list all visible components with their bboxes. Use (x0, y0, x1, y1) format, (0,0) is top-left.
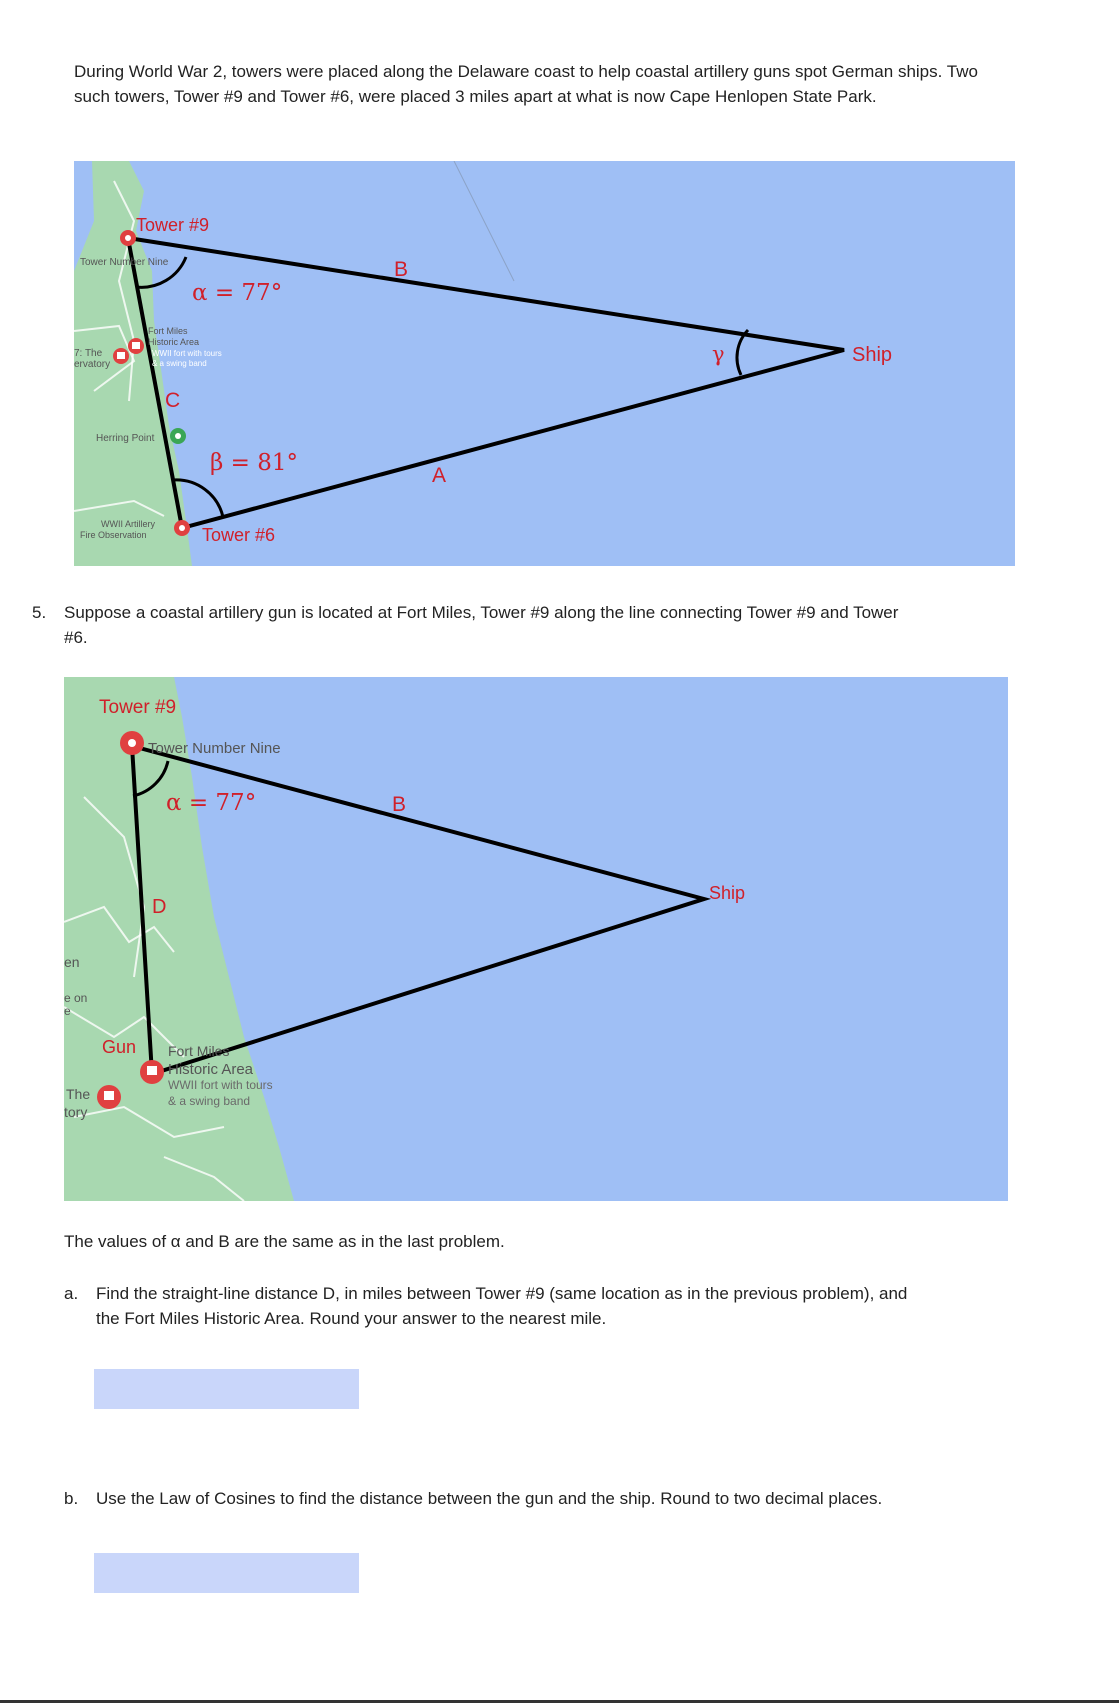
alpha-label: α = 77° (192, 280, 283, 306)
poi-herring-point: Herring Point (96, 433, 155, 444)
problem-5-line-1: Suppose a coastal artillery gun is located at Fort Miles, Tower #9 along the line connecting Tower #9 and Tower (64, 603, 899, 622)
poi-fort-miles-1: Fort Miles (148, 326, 188, 336)
map-edge-text-tory: tory (64, 1104, 88, 1120)
poi-fort-miles-3: WWII fort with tours (152, 349, 222, 358)
map-edge-text-the: The (66, 1086, 91, 1102)
alpha-label-2: α = 77° (166, 790, 257, 816)
problem-5-line-2: #6. (64, 628, 88, 647)
part-b-line-1: Use the Law of Cosines to find the distance between the gun and the ship. Round to two decimal places. (96, 1489, 883, 1508)
gun-label: Gun (102, 1037, 137, 1057)
poi-fort-miles-4: & a swing band (152, 359, 207, 368)
tower6-label: Tower #6 (202, 525, 276, 545)
part-a-line-1: Find the straight-line distance D, in miles between Tower #9 (same location as in the previous problem), and (96, 1284, 908, 1303)
part-a-line-2: the Fort Miles Historic Area. Round your answer to the nearest mile. (96, 1309, 607, 1328)
tower6-pin-icon (174, 520, 190, 536)
map-edge-text-en: en (64, 954, 80, 970)
part-b-letter: b. (64, 1489, 79, 1508)
triangle-map-1 (74, 161, 1015, 566)
poi-fort-miles-2-2: Historic Area (168, 1061, 254, 1078)
herring-point-pin-icon (170, 428, 186, 444)
problem-5-number: 5. (32, 603, 47, 622)
answer-field-a[interactable] (94, 1369, 359, 1409)
triangle-map-2 (64, 677, 1008, 1201)
intro-line-1: During World War 2, towers were placed along the Delaware coast to help coastal artillery guns spot German ships. Two (74, 62, 978, 81)
part-b (64, 1486, 1094, 1511)
side-a-label: A (432, 464, 447, 487)
poi-observatory-2: ervatory (74, 359, 111, 370)
gun-pin-icon (140, 1060, 164, 1084)
map-edge-text-eon: e on (64, 991, 88, 1005)
tower9-label-2: Tower #9 (99, 697, 177, 718)
observatory-pin-icon (97, 1085, 121, 1109)
beta-label: β = 81° (210, 450, 298, 476)
note-text: The values of α and B are the same as in the last problem. (64, 1232, 505, 1251)
poi-wwii-2: Fire Observation (80, 530, 147, 540)
side-b-label: B (394, 258, 409, 281)
side-c-label: C (165, 389, 181, 412)
map-edge-text-e: e (64, 1004, 71, 1018)
gamma-label: γ (712, 342, 725, 366)
intro-line-2: such towers, Tower #9 and Tower #6, were placed 3 miles apart at what is now Cape Henlopen State Park. (74, 87, 877, 106)
ship-label-2: Ship (709, 883, 746, 903)
tower9-label: Tower #9 (136, 215, 210, 235)
side-b-label-2: B (392, 793, 407, 816)
poi-fort-miles-4-2: & a swing band (168, 1094, 251, 1108)
poi-tower-number-nine-2: Tower Number Nine (148, 740, 281, 757)
poi-fort-miles-3-2: WWII fort with tours (168, 1078, 273, 1092)
side-d-label: D (152, 896, 167, 918)
tower9-pin-icon (120, 731, 144, 755)
poi-tower-number-nine: Tower Number Nine (80, 257, 169, 268)
poi-observatory-1: 7: The (74, 348, 103, 359)
intro-paragraph (74, 59, 978, 109)
poi-fort-miles-2: Historic Area (148, 337, 200, 347)
ship-label: Ship (852, 344, 893, 366)
observatory-pin-icon (113, 348, 129, 364)
poi-wwii-1: WWII Artillery (101, 519, 155, 529)
problem-5 (32, 600, 1082, 650)
part-a (64, 1281, 1094, 1331)
fort-miles-pin-icon (128, 338, 144, 354)
part-a-letter: a. (64, 1284, 79, 1303)
answer-field-b[interactable] (94, 1553, 359, 1593)
tower9-pin-icon (120, 230, 136, 246)
poi-fort-miles-1-2: Fort Miles (168, 1043, 230, 1059)
